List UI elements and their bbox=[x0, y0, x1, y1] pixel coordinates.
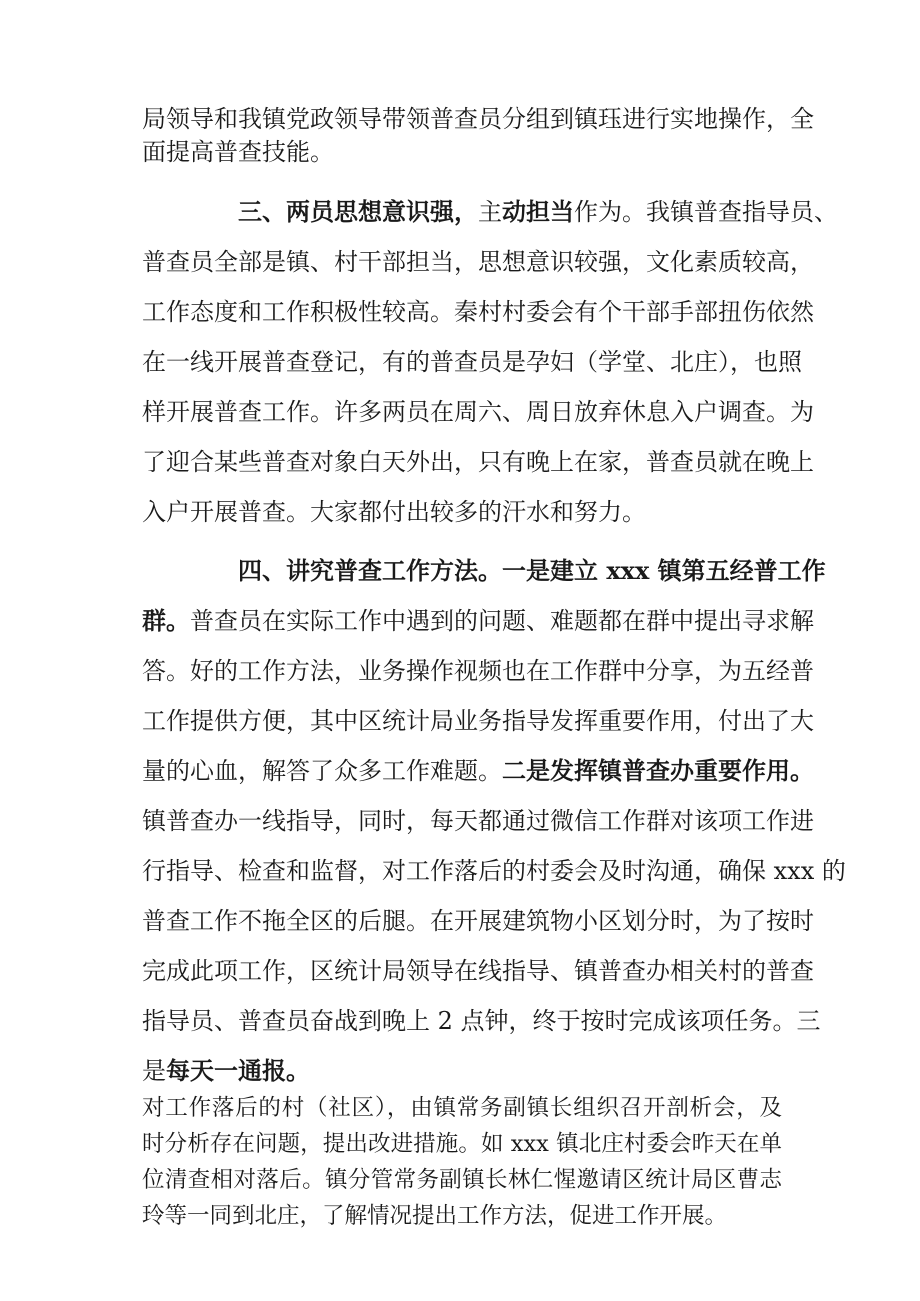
para3-line-5: 量的心血，解答了众多工作难题。二是发挥镇普查办重要作用。 bbox=[142, 756, 814, 785]
para4-line-3: 位清查相对落后。镇分管常务副镇长林仁惺邀请区统计局区曹志 bbox=[142, 1167, 782, 1193]
para2-heading-line: 三、两员思想意识强，主动担当作为。我镇普查指导员、 bbox=[238, 197, 838, 226]
para3-line-8: 普查工作不拖全区的后腿。在开展建筑物小区划分时，为了按时 bbox=[142, 907, 814, 935]
para2-line-5: 样开展普查工作。许多两员在周六、周日放弃休息入户调查。为 bbox=[142, 398, 814, 426]
para2-line-7: 入户开展普查。大家都付出较多的汗水和努力。 bbox=[142, 498, 646, 526]
para3-line-2: 群。普查员在实际工作中遇到的问题、难题都在群中提出寻求解 bbox=[142, 606, 814, 635]
para3-line-7: 行指导、检查和监督，对工作落后的村委会及时沟通，确保 xxx 的 bbox=[142, 857, 846, 885]
point-2-heading: 二是发挥镇普查办重要作用。 bbox=[502, 756, 814, 785]
para1-line-1: 局领导和我镇党政领导带领普查员分组到镇珏进行实地操作，全 bbox=[142, 105, 814, 133]
para4-line-1: 对工作落后的村（社区），由镇常务副镇长组织召开剖析会，及 bbox=[142, 1095, 782, 1121]
para1-line-2: 面提高普查技能。 bbox=[142, 138, 334, 166]
para3-line-6: 镇普查办一线指导，同时，每天都通过微信工作群对该项工作进 bbox=[142, 807, 814, 835]
para3-line-4: 工作提供方便，其中区统计局业务指导发挥重要作用，付出了大 bbox=[142, 707, 814, 735]
para3-line-11: 是每天一通报。 bbox=[142, 1056, 310, 1085]
para2-line-2: 普查员全部是镇、村干部担当，思想意识较强，文化素质较高， bbox=[142, 248, 814, 276]
para3-line-9: 完成此项工作，区统计局领导在线指导、镇普查办相关村的普查 bbox=[142, 957, 814, 985]
para2-line-4: 在一线开展普查登记，有的普查员是孕妇（学堂、北庄），也照 bbox=[142, 348, 802, 376]
point-3-heading: 每天一通报。 bbox=[166, 1056, 310, 1085]
section-4-heading: 四、讲究普查工作方法。一是建立 xxx 镇第五经普工作 bbox=[238, 556, 826, 585]
para3-line-10: 指导员、普查员奋战到晚上 2 点钟，终于按时完成该项任务。三 bbox=[142, 1007, 821, 1035]
para2-line-6: 了迎合某些普查对象白天外出，只有晚上在家，普查员就在晚上 bbox=[142, 448, 814, 476]
para4-line-2: 时分析存在问题，提出改进措施。如 xxx 镇北庄村委会昨天在单 bbox=[142, 1131, 782, 1157]
para4-line-4: 玲等一同到北庄，了解情况提出工作方法，促进工作开展。 bbox=[142, 1203, 728, 1229]
para2-line-3: 工作态度和工作积极性较高。秦村村委会有个干部手部扭伤依然 bbox=[142, 298, 814, 326]
section-3-heading: 三、两员思想意识强， bbox=[238, 197, 478, 226]
para3-line-3: 答。好的工作方法，业务操作视频也在工作群中分享，为五经普 bbox=[142, 657, 814, 685]
